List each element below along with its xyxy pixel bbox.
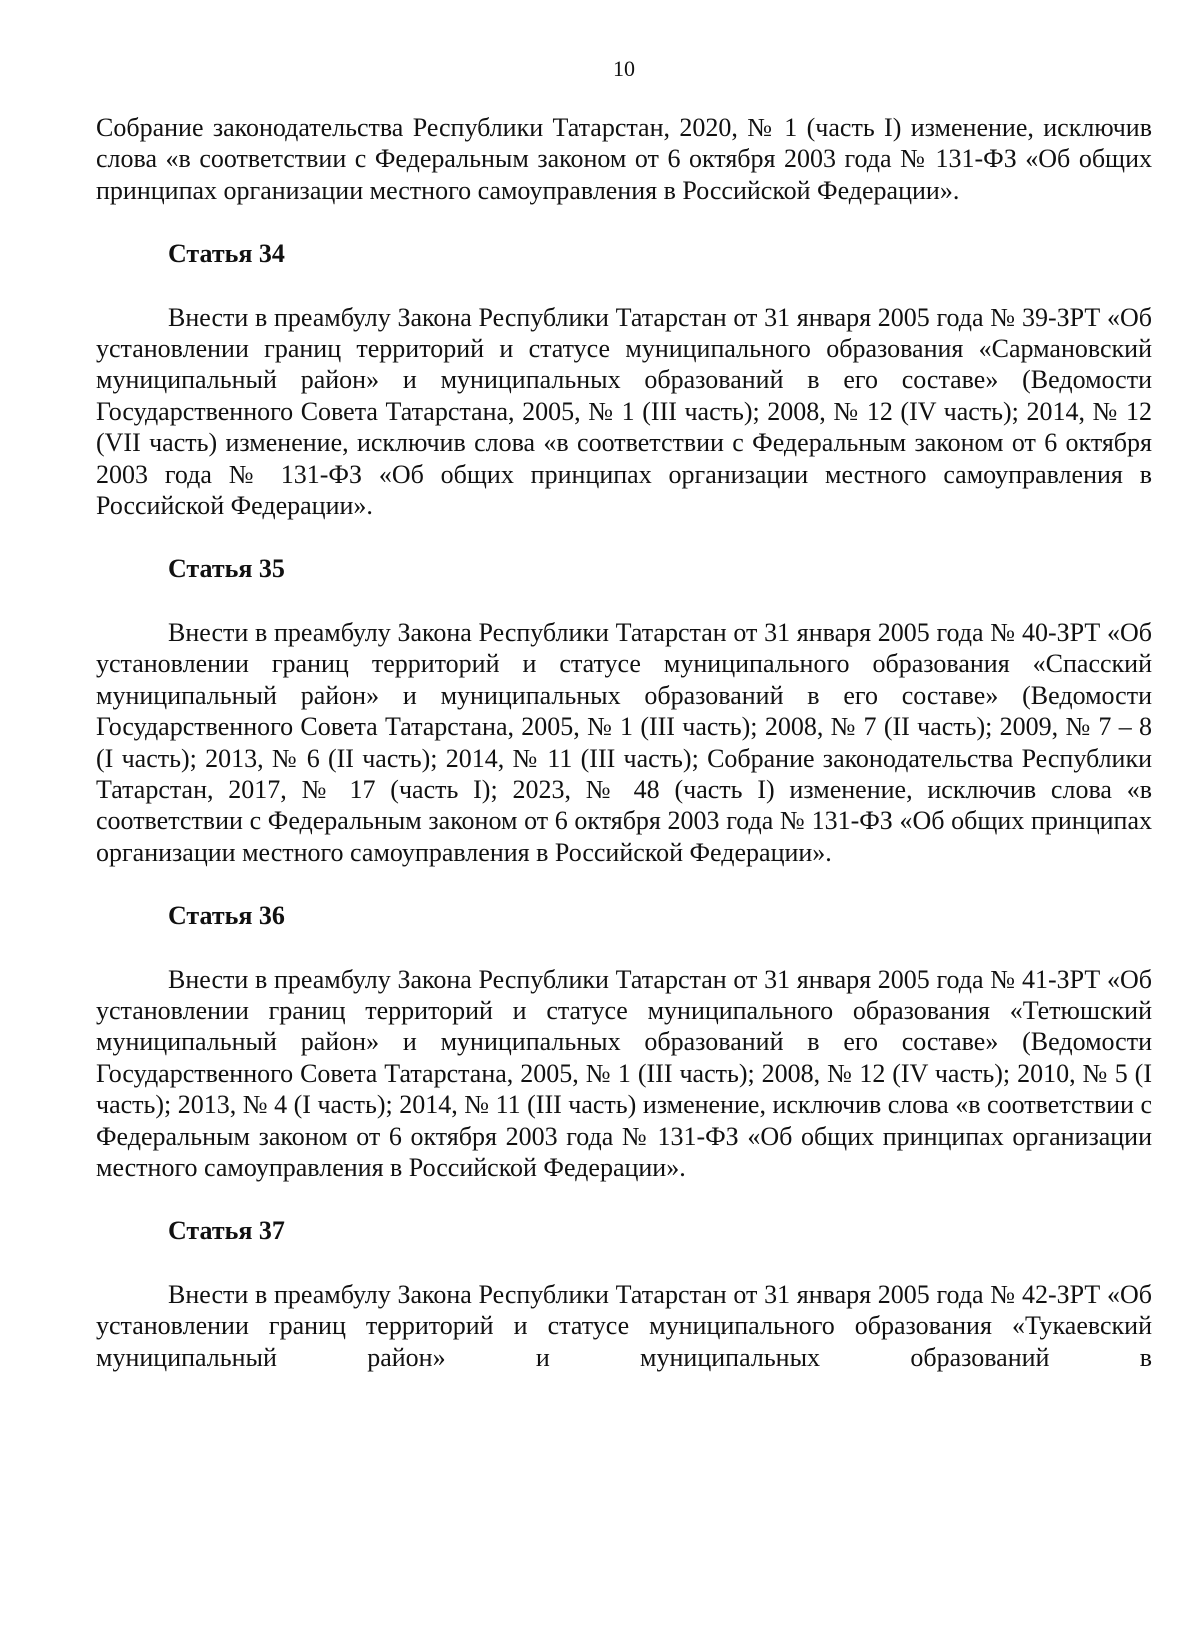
article-36-text: Внести в преамбулу Закона Республики Татарстан от 31 января 2005 года № 41-ЗРТ «Об установлении границ территорий и статусе муниципального образования «Тетюшский муниципальный район» и муниципальных образований в его составе» (Ведомости Государственного Совета Татарстана, 2005, № 1 (III часть); 2008, № 12 (IV часть); 2010, № 5 (I часть); 2013, № 4 (I часть); 2014, № 11 (III часть) изменение, исключив слова «в соответствии с Федеральным законом от 6 октября 2003 года № 131-ФЗ «Об общих принципах организации местного самоуправления в Российской Федерации». — [96, 964, 1152, 1182]
document-body — [96, 112, 1152, 1373]
page-number: 10 — [613, 56, 635, 81]
article-35-text: Внести в преамбулу Закона Республики Татарстан от 31 января 2005 года № 40-ЗРТ «Об установлении границ территорий и статусе муниципального образования «Спасский муниципальный район» и муниципальных образований в его составе» (Ведомости Государственного Совета Татарстана, 2005, № 1 (III часть); 2008, № 7 (II часть); 2009, № 7 – 8 (I часть); 2013, № 6 (II часть); 2014, № 11 (III часть); Собрание законодательства Республики Татарстан, 2017, № 17 (часть I); 2023, № 48 (часть I) изменение, исключив слова «в соответствии с Федеральным законом от 6 октября 2003 года № 131-ФЗ «Об общих принципах организации местного самоуправления в Российской Федерации». — [96, 617, 1152, 867]
intro-paragraph: Собрание законодательства Республики Татарстан, 2020, № 1 (часть I) изменение, исключив слова «в соответствии с Федеральным законом от 6 октября 2003 года № 131-ФЗ «Об общих принципах организации местного самоуправления в Российской Федерации». — [96, 113, 1152, 205]
article-34-heading: Статья 34 — [168, 239, 285, 269]
article-34-text: Внести в преамбулу Закона Республики Татарстан от 31 января 2005 года № 39-ЗРТ «Об установлении границ территорий и статусе муниципального образования «Сармановский муниципальный район» и муниципальных образований в его составе» (Ведомости Государственного Совета Татарстана, 2005, № 1 (III часть); 2008, № 12 (IV часть); 2014, № 12 (VII часть) изменение, исключив слова «в соответствии с Федеральным законом от 6 октября 2003 года № 131-ФЗ «Об общих принципах организации местного самоуправления в Российской Федерации». — [96, 302, 1152, 521]
article-37-text: Внести в преамбулу Закона Республики Татарстан от 31 января 2005 года № 42-ЗРТ «Об установлении границ территорий и статусе муниципального образования «Тукаевский муниципальный район» и муниципальных образований в — [96, 1279, 1152, 1372]
article-37-heading: Статья 37 — [168, 1216, 285, 1246]
article-35-heading: Статья 35 — [168, 554, 285, 584]
article-36-heading: Статья 36 — [168, 901, 285, 931]
